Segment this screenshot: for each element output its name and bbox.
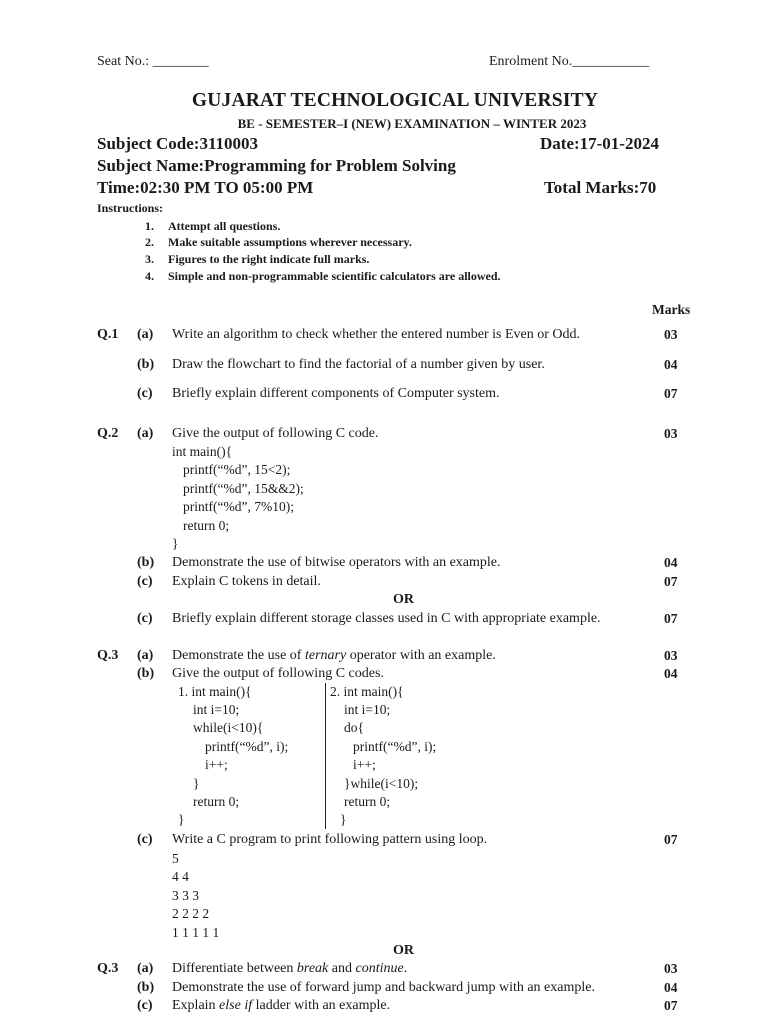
marks-value: 07 xyxy=(664,611,678,626)
code-line: printf(“%d”, 7%10); xyxy=(183,499,294,514)
question-text: Briefly explain different storage classes used in C with appropriate example. xyxy=(172,611,601,626)
enrolment-no: Enrolment No.___________ xyxy=(489,54,650,69)
subject-code: Subject Code:3110003 xyxy=(97,134,259,153)
instruction-item: Figures to the right indicate full marks. xyxy=(168,252,370,266)
instruction-num: 3. xyxy=(145,252,154,266)
question-text xyxy=(172,998,390,1014)
part-label: (b) xyxy=(137,980,155,995)
instruction-item: Attempt all questions. xyxy=(168,219,281,233)
question-text: Demonstrate the use of bitwise operators with an example. xyxy=(172,555,501,570)
code-line: 1. int main(){ xyxy=(178,684,252,699)
part-label: (a) xyxy=(137,961,154,976)
marks-value: 04 xyxy=(664,666,678,681)
code-line: } xyxy=(178,812,185,827)
question-text: Draw the flowchart to find the factorial of a number given by user. xyxy=(172,357,545,372)
marks-value: 04 xyxy=(664,357,678,372)
question-text: Write a C program to print following pattern using loop. xyxy=(172,832,488,847)
subject-name: Subject Name:Programming for Problem Solving xyxy=(97,156,456,175)
question-text xyxy=(172,961,407,977)
code-line: } xyxy=(172,536,179,551)
question-text: Give the output of following C codes. xyxy=(172,666,384,681)
question-label: Q.3 xyxy=(97,961,119,976)
code-line: return 0; xyxy=(183,518,230,533)
text-run: and xyxy=(328,961,356,976)
code-line: do{ xyxy=(344,720,364,735)
pattern-line: 1 1 1 1 1 xyxy=(172,925,220,940)
text-run: Differentiate between xyxy=(172,961,297,976)
text-run: ladder with an example. xyxy=(252,998,391,1013)
code-line: int i=10; xyxy=(193,702,240,717)
question-label: Q.2 xyxy=(97,426,119,441)
question-text: Explain C tokens in detail. xyxy=(172,574,321,589)
text-run: Demonstrate the use of xyxy=(172,648,305,663)
text-run: Explain xyxy=(172,998,220,1013)
part-label: (c) xyxy=(137,574,153,589)
emphasis-text: else if xyxy=(219,998,253,1013)
question-text: Briefly explain different components of Computer system. xyxy=(172,386,500,401)
marks-value: 03 xyxy=(664,327,678,342)
question-text: Write an algorithm to check whether the entered number is Even or Odd. xyxy=(172,327,581,342)
code-line: return 0; xyxy=(193,794,240,809)
instruction-num: 2. xyxy=(145,235,154,249)
part-label: (b) xyxy=(137,555,155,570)
code-line: } xyxy=(193,776,200,791)
pattern-line: 5 xyxy=(172,851,179,866)
part-label: (a) xyxy=(137,648,154,663)
text-run: . xyxy=(403,961,408,976)
code-line: printf(“%d”, i); xyxy=(353,739,437,754)
code-line: int main(){ xyxy=(172,444,233,459)
part-label: (b) xyxy=(137,357,155,372)
part-label: (c) xyxy=(137,998,153,1013)
marks-value: 04 xyxy=(664,980,678,995)
pattern-line: 4 4 xyxy=(172,869,189,884)
marks-value: 04 xyxy=(664,555,678,570)
question-text: Give the output of following C code. xyxy=(172,426,379,441)
instruction-item: Make suitable assumptions wherever necessary. xyxy=(168,235,412,249)
marks-value: 07 xyxy=(664,998,678,1013)
seat-no: Seat No.: ________ xyxy=(97,54,209,69)
code-line: printf(“%d”, 15<2); xyxy=(183,462,291,477)
code-line: 2. int main(){ xyxy=(330,684,404,699)
instruction-num: 4. xyxy=(145,269,154,283)
part-label: (c) xyxy=(137,611,153,626)
code-line: int i=10; xyxy=(344,702,391,717)
marks-value: 07 xyxy=(664,832,678,847)
emphasis-text: ternary xyxy=(304,648,347,663)
text-run: operator with an example. xyxy=(346,648,496,663)
marks-value: 03 xyxy=(664,648,678,663)
total-marks: Total Marks:70 xyxy=(544,178,657,197)
emphasis-text: break xyxy=(296,961,329,976)
question-text: Demonstrate the use of forward jump and backward jump with an example. xyxy=(172,980,595,995)
part-label: (a) xyxy=(137,426,154,441)
part-label: (a) xyxy=(137,327,154,342)
pattern-line: 3 3 3 xyxy=(172,888,199,903)
code-line: i++; xyxy=(353,757,376,772)
code-line: i++; xyxy=(205,757,228,772)
or-separator: OR xyxy=(393,943,414,958)
question-label: Q.3 xyxy=(97,648,119,663)
code-line: return 0; xyxy=(344,794,391,809)
marks-value: 07 xyxy=(664,386,678,401)
code-line: printf(“%d”, 15&&2); xyxy=(183,481,304,496)
code-column-divider xyxy=(325,683,326,829)
pattern-line: 2 2 2 2 xyxy=(172,906,210,921)
instruction-item: Simple and non-programmable scientific calculators are allowed. xyxy=(168,269,501,283)
part-label: (b) xyxy=(137,666,155,681)
question-label: Q.1 xyxy=(97,327,119,342)
marks-value: 03 xyxy=(664,426,678,441)
emphasis-text: continue xyxy=(355,961,404,976)
exam-time: Time:02:30 PM TO 05:00 PM xyxy=(97,178,314,197)
marks-value: 03 xyxy=(664,961,678,976)
code-line: } xyxy=(340,812,347,827)
code-line: printf(“%d”, i); xyxy=(205,739,289,754)
part-label: (c) xyxy=(137,386,153,401)
instructions-title: Instructions: xyxy=(97,201,164,215)
exam-title: BE - SEMESTER–I (NEW) EXAMINATION – WINTER 2023 xyxy=(237,116,587,131)
exam-date: Date:17-01-2024 xyxy=(540,134,659,153)
part-label: (c) xyxy=(137,832,153,847)
marks-value: 07 xyxy=(664,574,678,589)
university-title: GUJARAT TECHNOLOGICAL UNIVERSITY xyxy=(191,90,599,111)
code-line: }while(i<10); xyxy=(344,776,419,791)
instruction-num: 1. xyxy=(145,219,154,233)
code-line: while(i<10){ xyxy=(193,720,264,735)
question-text xyxy=(172,648,496,664)
or-separator: OR xyxy=(393,592,414,607)
marks-column-header: Marks xyxy=(652,302,691,317)
